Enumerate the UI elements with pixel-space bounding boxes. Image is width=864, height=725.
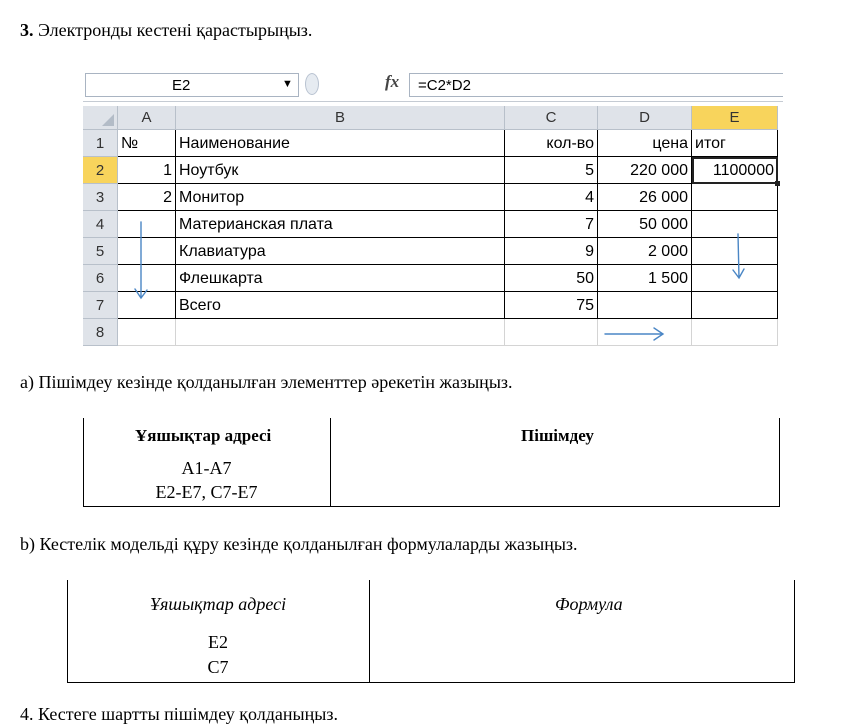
table-b (67, 580, 795, 683)
table-b-row: C7 (207, 657, 229, 677)
formula-value: =C2*D2 (418, 77, 471, 94)
cell-b4[interactable]: Материанская плата (176, 211, 505, 238)
question-number: 3. (20, 20, 34, 40)
cell-c2[interactable]: 5 (505, 157, 598, 184)
name-box-value: E2 (172, 77, 191, 94)
cell-d3[interactable]: 26 000 (598, 184, 692, 211)
cell-e1[interactable]: итог (692, 130, 778, 157)
row-header-7[interactable]: 7 (83, 292, 118, 319)
column-header-e[interactable]: E (692, 106, 778, 130)
column-header-b[interactable]: B (176, 106, 505, 130)
row-header-4[interactable]: 4 (83, 211, 118, 238)
cell-d1[interactable]: цена (598, 130, 692, 157)
row-header-3[interactable]: 3 (83, 184, 118, 211)
arrow-right-row-8-icon (605, 328, 663, 340)
cell-d4[interactable]: 50 000 (598, 211, 692, 238)
question-text: Электронды кестені қарастырыңыз. (38, 20, 313, 40)
cell-b2[interactable]: Ноутбук (176, 157, 505, 184)
cell-c1[interactable]: кол-во (505, 130, 598, 157)
name-box[interactable] (85, 73, 299, 97)
cell-c7[interactable]: 75 (505, 292, 598, 319)
table-a-row: E2-E7, C7-E7 (155, 482, 258, 502)
cell-b7[interactable]: Всего (176, 292, 505, 319)
arrow-down-column-e-icon (733, 234, 744, 278)
cell-e2[interactable]: 1100000 (692, 157, 778, 184)
part-a-prompt: a) Пішімдеу кезінде қолданылған элементтер әрекетін жазыңыз. (20, 372, 513, 392)
cell-d5[interactable]: 2 000 (598, 238, 692, 265)
table-a-header-address: Ұяшықтар адресі (135, 426, 272, 445)
column-header-c[interactable]: C (505, 106, 598, 130)
column-header-d[interactable]: D (598, 106, 692, 130)
table-b-header-address: Ұяшықтар адресі (150, 594, 287, 614)
row-header-6[interactable]: 6 (83, 265, 118, 292)
cell-a2[interactable]: 1 (118, 157, 176, 184)
formula-bar (83, 68, 783, 102)
cell-c3[interactable]: 4 (505, 184, 598, 211)
cell-d6[interactable]: 1 500 (598, 265, 692, 292)
row-header-5[interactable]: 5 (83, 238, 118, 265)
row-header-2[interactable]: 2 (83, 157, 118, 184)
chevron-down-icon[interactable]: ▼ (282, 78, 293, 90)
column-header-a[interactable]: A (118, 106, 176, 130)
cell-b5[interactable]: Клавиатура (176, 238, 505, 265)
row-header-8[interactable]: 8 (83, 319, 118, 346)
cell-c4[interactable]: 7 (505, 211, 598, 238)
question-3-title (20, 20, 312, 41)
formula-input[interactable] (409, 73, 783, 97)
table-b-header-formula: Формула (555, 594, 623, 614)
fx-icon[interactable]: fx (385, 72, 400, 91)
spreadsheet-screenshot (83, 68, 783, 346)
cell-b6[interactable]: Флешкарта (176, 265, 505, 292)
cell-a3[interactable]: 2 (118, 184, 176, 211)
cell-c5[interactable]: 9 (505, 238, 598, 265)
table-a-header-format: Пішімдеу (521, 426, 594, 445)
expand-button[interactable] (305, 73, 319, 95)
table-b-row: E2 (208, 632, 228, 652)
cell-d2[interactable]: 220 000 (598, 157, 692, 184)
row-header-1[interactable]: 1 (83, 130, 118, 157)
table-a (83, 418, 780, 507)
next-question-partial: 4. Кестеге шартты пішімдеу қолданыңыз. (20, 704, 338, 724)
cell-c6[interactable]: 50 (505, 265, 598, 292)
cell-a1[interactable]: № (118, 130, 176, 157)
annotation-arrows (83, 106, 783, 346)
cell-b1[interactable]: Наименование (176, 130, 505, 157)
cell-b3[interactable]: Монитор (176, 184, 505, 211)
table-a-row: A1-A7 (181, 458, 232, 478)
part-b-prompt: b) Кестелік модельді құру кезінде қолданылған формулаларды жазыңыз. (20, 534, 578, 554)
arrow-down-column-a-icon (135, 222, 147, 298)
